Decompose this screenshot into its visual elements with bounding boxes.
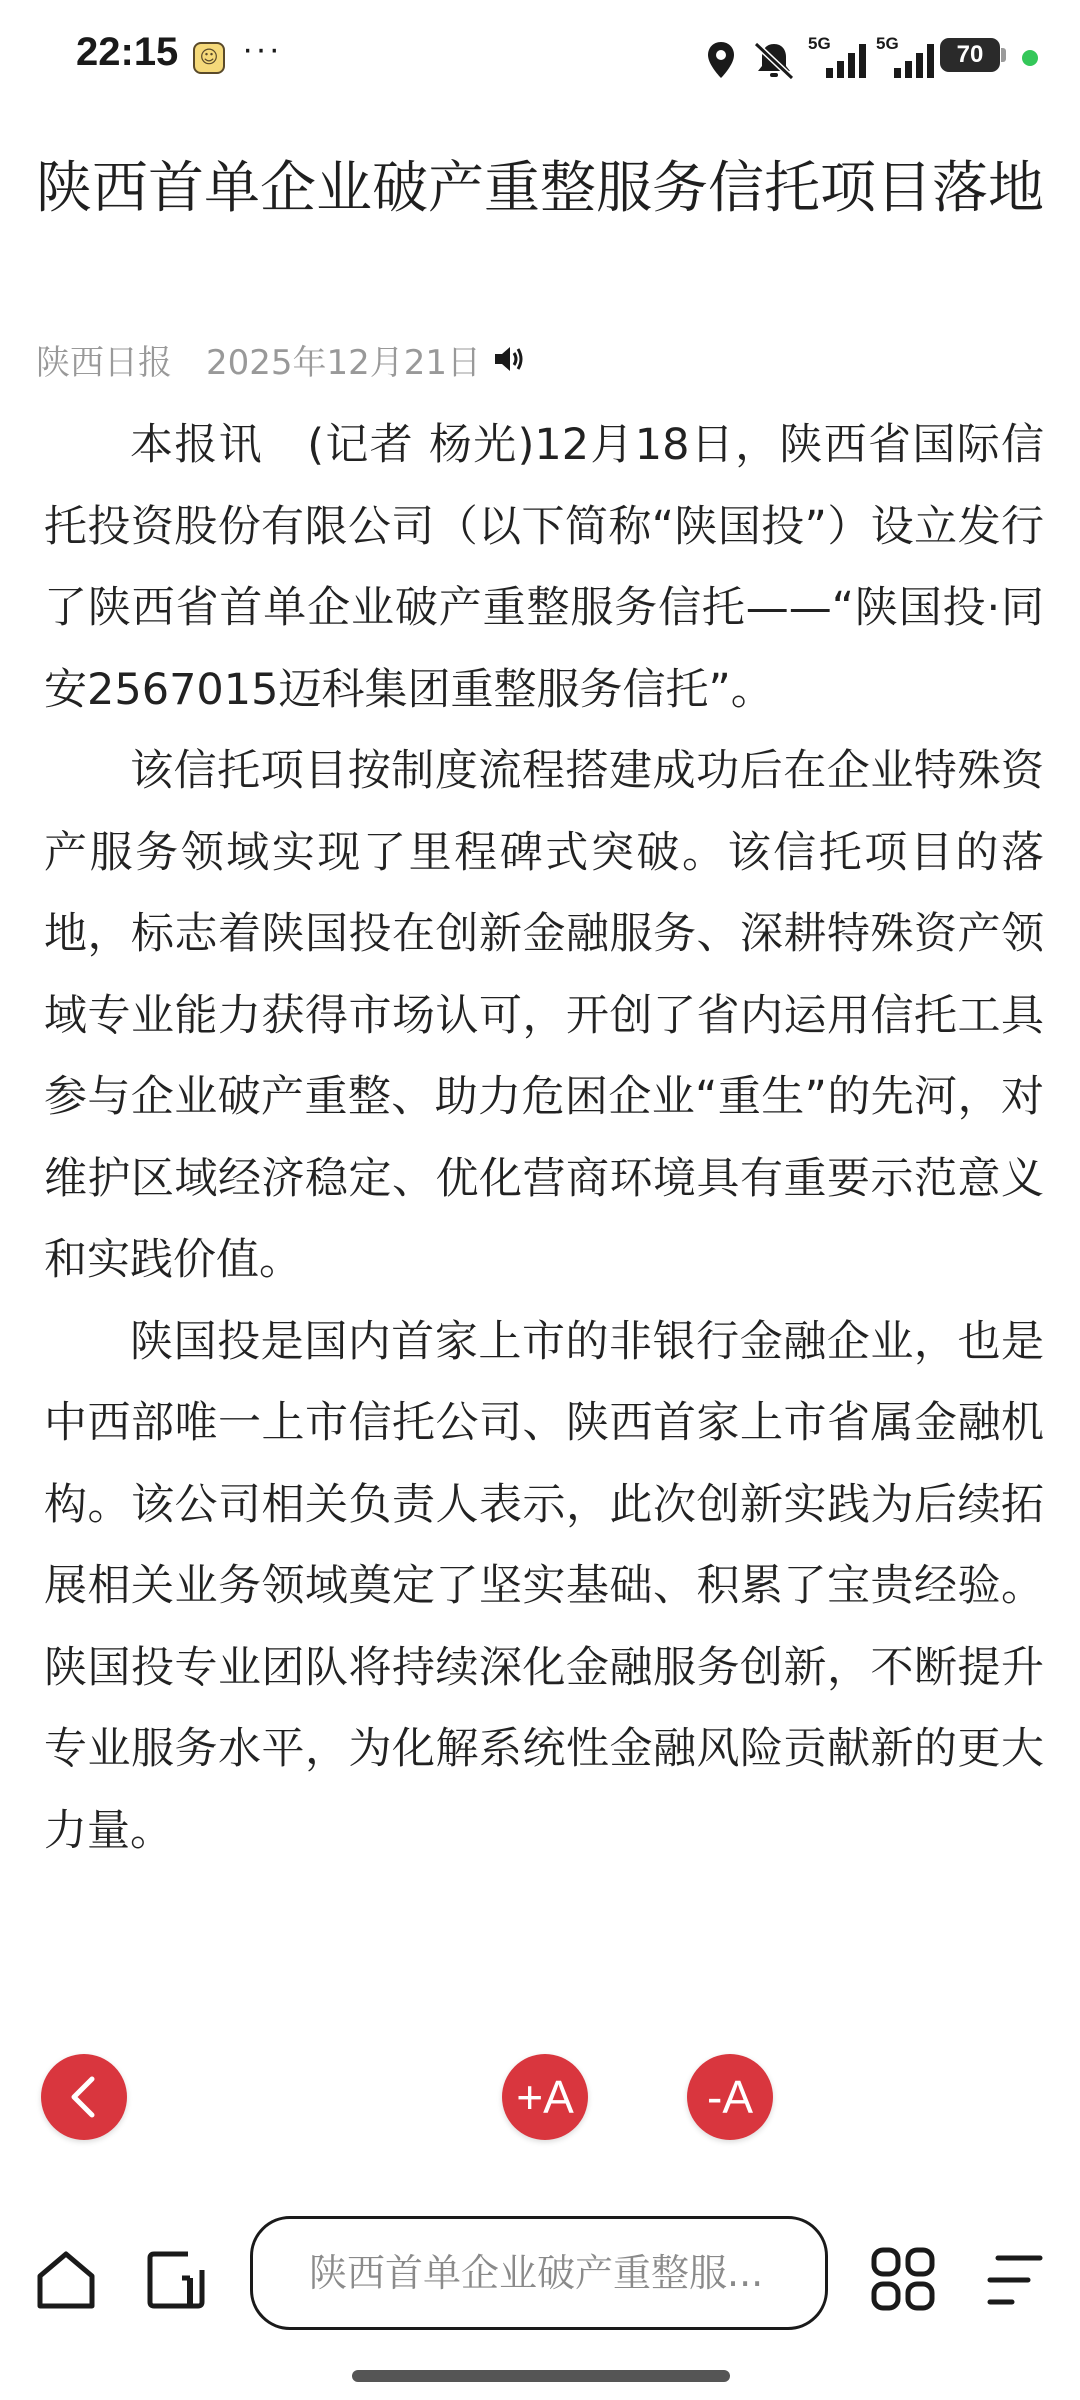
mute-icon — [752, 40, 796, 80]
article-body — [44, 405, 1044, 1872]
article-date: 2025年12月21日 — [206, 343, 482, 383]
search-input[interactable]: 陕西首单企业破产重整服... — [250, 2216, 828, 2330]
status-time: 22:15 — [76, 30, 179, 74]
home-indicator[interactable] — [352, 2370, 730, 2382]
signal-5g-icon — [876, 34, 940, 82]
back-button[interactable] — [41, 2054, 127, 2140]
article-meta — [36, 335, 515, 384]
article-source: 陕西日报 — [36, 343, 172, 383]
battery-cap — [1001, 48, 1006, 62]
network-type-label: 5G — [876, 34, 899, 53]
battery-icon: 70 — [940, 38, 1000, 72]
home-icon[interactable] — [34, 2248, 98, 2312]
article-paragraph: 陕国投是国内首家上市的非银行金融企业，也是中西部唯一上市信托公司、陕西首家上市省属金融机构。该公司相关负责人表示，此次创新实践为后续拓展相关业务领域奠定了坚实基础、积累了宝贵经验。陕国投专业团队将持续深化金融服务创新，不断提升专业服务水平，为化解系统性金融风险贡献新的更大力量。 — [44, 1316, 1044, 1856]
article-paragraph: 该信托项目按制度流程搭建成功后在企业特殊资产服务领域实现了里程碑式突破。该信托项目的落地，标志着陕国投在创新金融服务、深耕特殊资产领域专业能力获得市场认可，开创了省内运用信托工具参与企业破产重整、助力危困企业“重生”的先河，对维护区域经济稳定、优化营商环境具有重要示范意义和实践价值。 — [44, 746, 1044, 1285]
article-paragraph: 本报讯 (记者 杨光)12月18日，陕西省国际信托投资股份有限公司（以下简称“陕国投”）设立发行了陕西省首单企业破产重整服务信托——“陕国投·同安2567015迈科集团重整服务信托”。 — [44, 420, 1044, 715]
location-icon — [706, 40, 736, 80]
font-decrease-button[interactable]: -A — [687, 2054, 773, 2140]
network-type-label: 5G — [808, 34, 831, 53]
active-dot — [1022, 50, 1038, 66]
font-increase-button[interactable]: +A — [502, 2054, 588, 2140]
tabs-icon[interactable] — [144, 2248, 208, 2312]
more-notifications-icon: ··· — [242, 30, 282, 68]
chevron-left-icon — [64, 2075, 104, 2119]
signal-5g-icon — [808, 34, 872, 82]
status-bar — [0, 0, 1080, 110]
wifi-icon — [880, 40, 881, 41]
apps-grid-icon[interactable] — [870, 2246, 936, 2312]
menu-icon[interactable] — [984, 2250, 1044, 2310]
read-aloud-icon[interactable] — [492, 342, 526, 376]
article-title: 陕西首单企业破产重整服务信托项目落地 — [36, 156, 1044, 221]
app-notification-icon: ☺ — [193, 42, 225, 74]
